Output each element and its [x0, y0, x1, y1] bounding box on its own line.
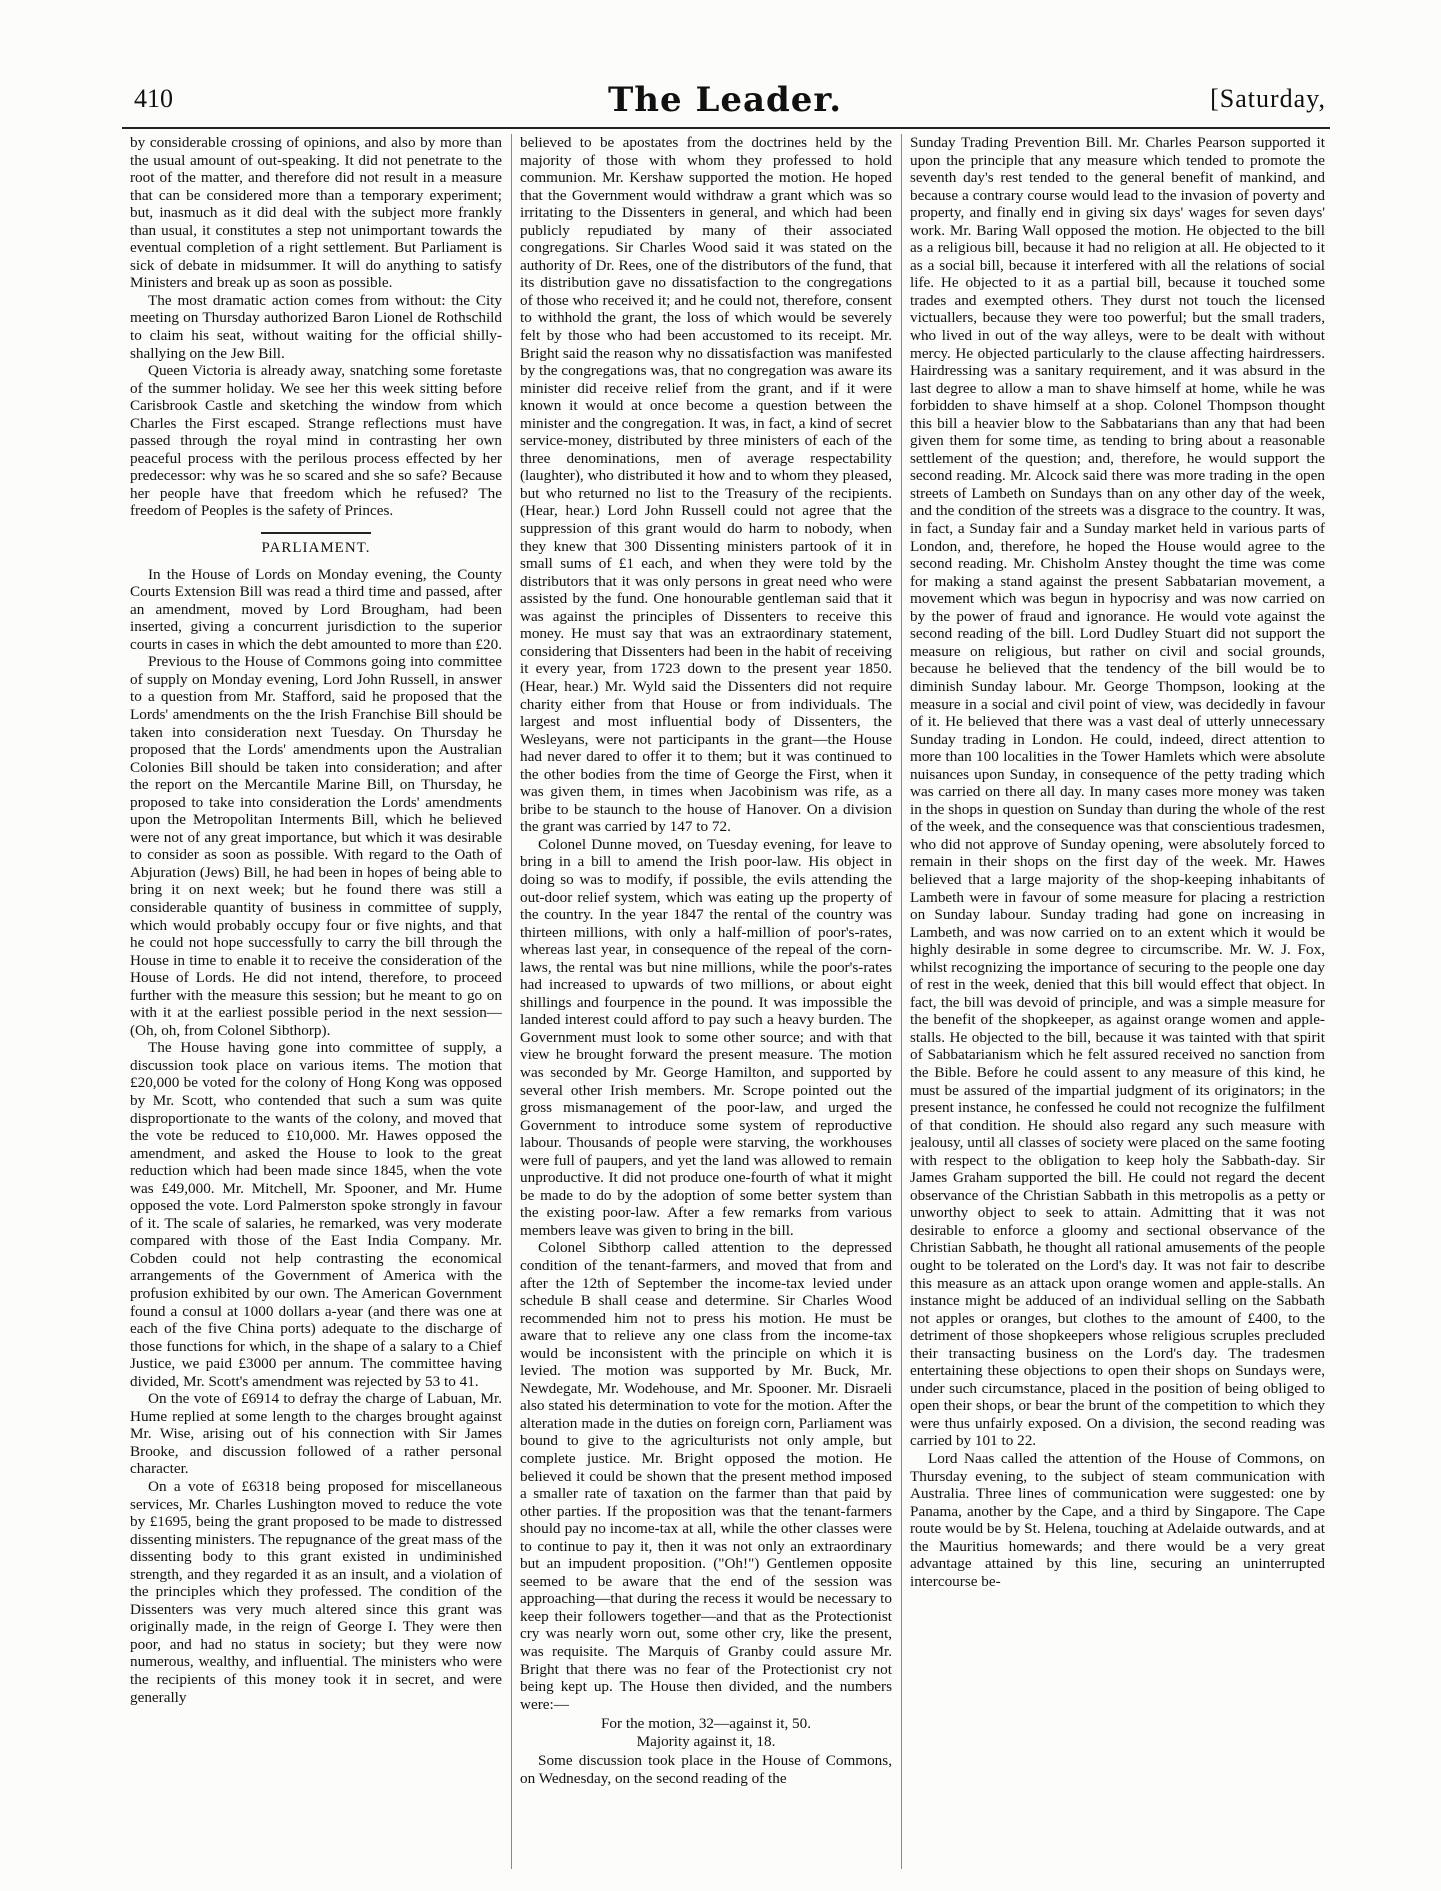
section-rule	[261, 532, 371, 534]
paragraph: In the House of Lords on Monday evening, the County Courts Extension Bill was read a third time and passed, after an amendment, moved by Lord Brougham, had been inserted, giving a concurrent jurisdiction to the superior courts in cases in which the debt amounted to more than £20.	[130, 565, 502, 653]
paragraph: Colonel Dunne moved, on Tuesday evening, for leave to bring in a bill to amend the Irish poor-law. His object in doing so was to modify, if possible, the evils attending the out-door relief system, which was eating up the property of the country. In the year 1847 the rental of the country was thirteen millions, with only a half-million of poor's-rates, whereas last year, in consequence of the repeal of the corn-laws, the rental was but nine millions, while the poor's-rates had increased to upwards of two millions, or about eight shillings and fourpence in the pound. It was impossible the landed interest could afford to pay such a heavy burden. The Government must look to some other source; and with that view he brought forward the present measure. The motion was seconded by Mr. George Hamilton, and supported by several other Irish members. Mr. Scrope pointed out the gross mismanagement of the poor-law, and urged the Government to introduce some system of reproductive labour. Thousands of people were starving, the workhouses were full of paupers, and yet the land was allowed to remain unproductive. It did not produce one-fourth of what it might be made to do by the adoption of some better system than the existing poor-law. After a few remarks from various members leave was given to bring in the bill.	[520, 835, 892, 1239]
paragraph: On the vote of £6914 to defray the charge of Labuan, Mr. Hume replied at some length to the charges brought against Mr. Wise, arising out of his connection with Sir James Brooke, and discussion followed of a rather personal character.	[130, 1390, 502, 1478]
section-heading: PARLIAMENT.	[261, 540, 371, 557]
page-header	[120, 80, 1330, 124]
masthead-title: The Leader.	[607, 80, 843, 120]
paragraph: believed to be apostates from the doctrines held by the majority of those with whom they professed to hold communion. Mr. Kershaw supported the motion. He hoped that the Government would withdraw a grant which was so irritating to the Dissenters in general, and which had been publicly repudiated by many of their associated congregations. Sir Charles Wood said it was stated on the authority of Dr. Rees, one of the distributors of the fund, that its distribution gave no dissatisfaction to the congregations of those who received it; and he could not, therefore, consent to withhold the grant, the loss of which would be severely felt by those who had been accustomed to its receipt. Mr. Bright said the reason why no dissatisfaction was manifested by the congregations was, that no congregation was aware its minister did receive relief from the grant, and if it were known it would at once become a question between the minister and the congregation. It was, in fact, a kind of secret service-money, distributed by three ministers of each of the three denominations, men of average respectability (laughter), who distributed it how and to whom they pleased, but who returned no list to the Treasury of the recipients. (Hear, hear.) Lord John Russell could not agree that the suppression of this grant would do harm to nobody, when they knew that 300 Dissenting ministers partook of it in small sums of £1 each, and when they were told by the distributors that it was only persons in great need who were assisted by the fund. One honourable gentleman said that it was against the principles of Dissenters to receive this money. He must say that was an extraordinary statement, considering that Dissenters had been in the habit of receiving it every year, from 1723 down to the present year 1850. (Hear, hear.) Mr. Wyld said the Dissenters did not require charity either from that House or from individuals. The largest and most influential body of Dissenters, the Wesleyans, were not participants in the grant—the House had never dared to offer it to them; but it was continued to the other bodies from the time of George the First, when it was given them, in times when Jacobinism was rife, as a bribe to be staunch to the house of Hanover. On a division the grant was carried by 147 to 72.	[520, 134, 892, 836]
paragraph: The House having gone into committee of supply, a discussion took place on various items. The motion that £20,000 be voted for the colony of Hong Kong was opposed by Mr. Scott, who contended that such a sum was quite disproportionate to the wants of the colony, and moved that the vote be reduced to £10,000. Mr. Hawes opposed the amendment, and asked the House to look to the great reduction which had been made since 1845, when the vote was £49,000. Mr. Mitchell, Mr. Spooner, and Mr. Hume opposed the vote. Lord Palmerston spoke strongly in favour of it. The scale of salaries, he remarked, was very moderate compared with those of the East India Company. Mr. Cobden could not help contrasting the economical arrangements of the Government of America with the profusion exhibited by our own. The American Government found a consul at 1000 dollars a-year (and there was one at each of the five China ports) adequate to the discharge of those functions for which, in the shape of a salary to a Chief Justice, we paid £3000 per annum. The committee having divided, Mr. Scott's amendment was rejected by 53 to 41.	[130, 1039, 502, 1390]
dateline: [Saturday,	[1210, 84, 1326, 113]
paragraph: Lord Naas called the attention of the House of Commons, on Thursday evening, to the subject of steam communication with Australia. Three lines of communication were suggested: one by Panama, another by the Cape, and a third by Singapore. The Cape route would be by St. Helena, touching at Adelaide outwards, and at the Mauritius homewards; and there would be a very great advantage attained by this line, securing an uninterrupted intercourse be-	[910, 1450, 1325, 1590]
vote-majority: Majority against it, 18.	[636, 1732, 776, 1750]
column-divider	[901, 134, 902, 1869]
page-number: 410	[134, 84, 173, 113]
header-rule	[122, 127, 1330, 129]
division-result	[520, 1715, 892, 1750]
vote-count: For the motion, 32—against it, 50.	[600, 1715, 812, 1733]
paragraph: On a vote of £6318 being proposed for miscellaneous services, Mr. Charles Lushington moved to reduce the vote by £1695, being the grant proposed to be made to distressed dissenting ministers. The repugnance of the great mass of the dissenting body to this grant existed in undiminished strength, and they regarded it as an insult, and a violation of the principles which they professed. The condition of the Dissenters was very much altered since this grant was originally made, in the reign of George I. They were then poor, and had no status in society; but they were now numerous, wealthy, and influential. The ministers who were the recipients of this money took it in secret, and were generally	[130, 1478, 502, 1706]
column-divider	[511, 134, 512, 1869]
paragraph: Some discussion took place in the House of Commons, on Wednesday, on the second reading of the	[520, 1752, 892, 1787]
paragraph: Sunday Trading Prevention Bill. Mr. Charles Pearson supported it upon the principle that any measure which tended to promote the seventh day's rest tended to the general benefit of mankind, and because a contrary course would lead to the invasion of poverty and property, and finally end in giving six days' wages for seven days' work. Mr. Baring Wall opposed the motion. He objected to the bill as a religious bill, because it had no religion at all. He objected to it as a social bill, because it interfered with all the relations of social life. He objected to it as a partial bill, because it touched some trades and exempted others. They durst not touch the licensed victuallers, because they were too powerful; but the small traders, who lived in out of the way alleys, were to be dealt with without mercy. He objected particularly to the clause affecting hairdressers. Hairdressing was a sanitary requirement, and it was absurd in the last degree to allow a man to shave himself at home, while he was forbidden to shave himself at a shop. Colonel Thompson thought this bill a heavier blow to the Sabbatarians than any that had been given them for some time, as tending to bring about a reasonable settlement of the question; and, therefore, he would support the second reading. Mr. Alcock said there was more trading in the open streets of Lambeth on Sundays than on any other day of the week, and the condition of the streets was a disgrace to the country. It was, in fact, a Sunday fair and a Sunday market held in various parts of London, and, therefore, he hoped the House would agree to the second reading. Mr. Chisholm Anstey thought the time was come for making a stand against the present Sabbatarian movement, a movement which was begun in hypocrisy and was now carried on by the power of fraud and ignorance. He would vote against the second reading of the bill. Lord Dudley Stuart did not support the measure on religious, but rather on civil and social grounds, because he believed that the tendency of the bill would be to diminish Sunday labour. Mr. George Thompson, looking at the measure in a social and civil point of view, was decidedly in favour of it. He believed that there was a vast deal of utterly unnecessary Sunday trading in London. He could, indeed, direct attention to more than 100 localities in the Tower Hamlets which were absolute nuisances upon Sunday, in consequence of the petty trading which was carried on there all day. In many cases more money was taken in the shops in question on Sunday than during the whole of the rest of the week, and the consequence was that conscientious tradesmen, who did not approve of Sunday opening, were absolutely forced to remain in their shops on the first day of the week. Mr. Hawes believed that a large majority of the shop-keeping inhabitants of Lambeth were in favour of some measure for placing a restriction on Sunday labour. Sunday trading had gone on increasing in Lambeth, and was now carried on to an extent which it would be highly desirable in some degree to circumscribe. Mr. W. J. Fox, whilst recognizing the importance of securing to the people one day of rest in the week, denied that this bill would effect that object. In fact, the bill was devoid of principle, and was a simple measure for the benefit of the shopkeeper, as against orange women and apple-stalls. He objected to the bill, because it was tainted with that spirit of Sabbatarianism which he felt assured received no sanction from the Bible. Before he could assent to any measure of this kind, he must be assured of the impartial judgment of its originators; in the present instance, he confessed he could not recognize the fulfilment of that condition. He should also regard any such measure with jealousy, until all classes of society were placed on the same footing with respect to the obligation to keep holy the Sabbath-day. Sir James Graham supported the bill. He could not regard the decent observance of the Christian Sabbath in this metropolis as a petty or unworthy object to seek to attain. Admitting that it was not desirable to enforce a gloomy and sectional observance of the Christian Sabbath, he thought all rational amusements of the people ought to be tolerated on the Lord's day. It was not fair to describe this measure as an attack upon orange women and apple-stalls. An instance might be adduced of an individual selling on the Sabbath not apples or oranges, but clothes to the amount of £400, to the detriment of those shopkeepers whose religious scruples precluded their transacting business on the Lord's day. The tradesmen entertaining these objections to open their shops on Sundays were, under such circumstance, placed in the position of being obliged to open their shops, or bear the brunt of the competition to which they were thus unfairly exposed. On a division, the second reading was carried by 101 to 22.	[910, 134, 1325, 1450]
paragraph: by considerable crossing of opinions, and also by more than the usual amount of out-speaking. It did not penetrate to the root of the matter, and therefore did not result in a measure that can be considered more than a temporary experiment; but, inasmuch as it did deal with the subject more frankly than usual, it constitutes a step not unimportant towards the eventual completion of a right settlement. But Parliament is sick of debate in midsummer. It will do anything to satisfy Ministers and break up as soon as possible.	[130, 134, 502, 292]
column-3	[910, 134, 1325, 1864]
paragraph: Previous to the House of Commons going into committee of supply on Monday evening, Lord John Russell, in answer to a question from Mr. Stafford, said he proposed that the Lords' amendments on the the Irish Franchise Bill should be taken into consideration next Tuesday. On Thursday he proposed that the Lords' amendments upon the Australian Colonies Bill should be taken into consideration; and after the report on the Mercantile Marine Bill, on Thursday, he proposed to take into consideration the Lords' amendments upon the Metropolitan Interments Bill, which he believed were not of any great importance, but which it was desirable to consider as soon as possible. With regard to the Oath of Abjuration (Jews) Bill, he had been in hopes of being able to bring it on next week; but he found there was still a considerable quantity of business in committee of supply, which would probably occupy four or five nights, and that he could not hope successfully to carry the bill through the House in time to enable it to receive the consideration of the House of Lords. He did not intend, therefore, to proceed further with the measure this session; but he meant to go on with it at the earliest possible period in the next session—(Oh, oh, from Colonel Sibthorp).	[130, 653, 502, 1039]
paragraph: Colonel Sibthorp called attention to the depressed condition of the tenant-farmers, and moved that from and after the 12th of September the income-tax levied under schedule B shall cease and determine. Sir Charles Wood recommended him not to press his motion. He must be aware that to relieve any one class from the income-tax would be inconsistent with the principle on which it is levied. The motion was supported by Mr. Buck, Mr. Newdegate, Mr. Wodehouse, and Mr. Spooner. Mr. Disraeli also stated his determination to vote for the motion. After the alteration made in the duties on foreign corn, Parliament was bound to give to the agriculturists not only ample, but complete justice. Mr. Bright opposed the motion. He believed it could be shown that the present method imposed a smaller rate of taxation on the farmer than that paid by other parties. If the proposition was that the tenant-farmers should pay no income-tax at all, while the other classes were to continue to pay it, then it was not only an extraordinary but an impudent proposition. ("Oh!") Gentlemen opposite seemed to be aware that the end of the session was approaching—that during the recess it would be necessary to keep their followers together—and that as the Protectionist cry was nearly worn out, some other cry, like the present, was requisite. The Marquis of Granby could assure Mr. Bright that there was no fear of the Protectionist cry not being kept up. The House then divided, and the numbers were:—	[520, 1239, 892, 1713]
paragraph: The most dramatic action comes from without: the City meeting on Thursday authorized Baron Lionel de Rothschild to claim his seat, without waiting for the official shilly-shallying on the Jew Bill.	[130, 291, 502, 362]
column-1	[130, 134, 502, 1864]
paragraph: Queen Victoria is already away, snatching some foretaste of the summer holiday. We see her this week sitting before Carisbrook Castle and sketching the window from which Charles the First escaped. Strange reflections must have passed through the royal mind in contrasting her own peaceful process with the perilous process effected by her predecessor: why was he so scared and she so safe? Because her people have that freedom which he refused? The freedom of Peoples is the safety of Princes.	[130, 362, 502, 520]
column-2	[520, 134, 892, 1864]
